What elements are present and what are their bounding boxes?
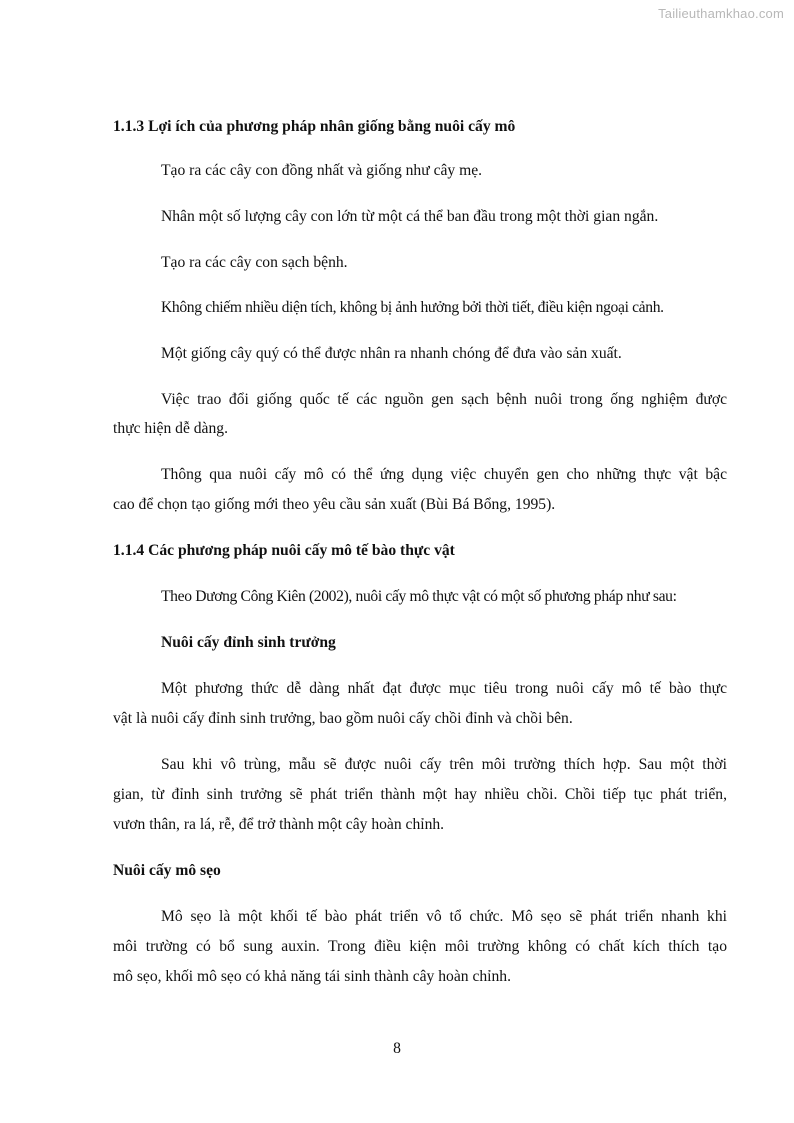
paragraph: Theo Dương Công Kiên (2002), nuôi cấy mô thực vật có một số phương pháp như sau: <box>161 588 677 605</box>
paragraph: Nhân một số lượng cây con lớn từ một cá thể ban đầu trong một thời gian ngắn. <box>161 208 659 225</box>
section-heading-1-1-4: 1.1.4 Các phương pháp nuôi cấy mô tế bào thực vật <box>113 542 455 559</box>
paragraph-line: vươn thân, ra lá, rễ, để trở thành một cây hoàn chỉnh. <box>113 816 445 833</box>
paragraph-line: gian, từ đỉnh sinh trưởng sẽ phát triển thành một hay nhiều chồi. Chồi tiếp tục phát triển, <box>113 786 727 803</box>
paragraph-line: môi trường có bổ sung auxin. Trong điều kiện môi trường không có chất kích thích tạo <box>113 938 727 955</box>
paragraph-line: mô sẹo, khối mô sẹo có khả năng tái sinh thành cây hoàn chỉnh. <box>113 968 511 985</box>
paragraph: Một giống cây quý có thể được nhân ra nhanh chóng để đưa vào sản xuất. <box>161 345 622 362</box>
section-heading-1-1-3: 1.1.3 Lợi ích của phương pháp nhân giống bằng nuôi cấy mô <box>113 118 516 135</box>
paragraph-line: thực hiện dễ dàng. <box>113 420 228 437</box>
paragraph: Không chiếm nhiều diện tích, không bị ảnh hưởng bởi thời tiết, điều kiện ngoại cảnh. <box>161 299 664 316</box>
paragraph-line: cao để chọn tạo giống mới theo yêu cầu sản xuất (Bùi Bá Bổng, 1995). <box>113 496 556 513</box>
subsection-heading: Nuôi cấy đỉnh sinh trưởng <box>161 634 336 651</box>
paragraph-line: Sau khi vô trùng, mẫu sẽ được nuôi cấy trên môi trường thích hợp. Sau một thời <box>161 756 727 773</box>
paragraph-line: Việc trao đổi giống quốc tế các nguồn gen sạch bệnh nuôi trong ống nghiệm được <box>161 391 727 408</box>
paragraph-line: vật là nuôi cấy đỉnh sinh trưởng, bao gồm nuôi cấy chồi đỉnh và chồi bên. <box>113 710 573 727</box>
paragraph-line: Một phương thức dễ dàng nhất đạt được mục tiêu trong nuôi cấy mô tế bào thực <box>161 680 727 697</box>
paragraph: Tạo ra các cây con sạch bệnh. <box>161 254 348 271</box>
paragraph-line: Mô sẹo là một khối tế bào phát triển vô tổ chức. Mô sẹo sẽ phát triển nhanh khi <box>161 908 727 925</box>
paragraph-line: Thông qua nuôi cấy mô có thể ứng dụng việc chuyển gen cho những thực vật bậc <box>161 466 727 483</box>
watermark: Tailieuthamkhao.com <box>658 6 784 21</box>
subsection-heading: Nuôi cấy mô sẹo <box>113 862 221 879</box>
paragraph: Tạo ra các cây con đồng nhất và giống như cây mẹ. <box>161 162 483 179</box>
page-number: 8 <box>393 1040 401 1057</box>
